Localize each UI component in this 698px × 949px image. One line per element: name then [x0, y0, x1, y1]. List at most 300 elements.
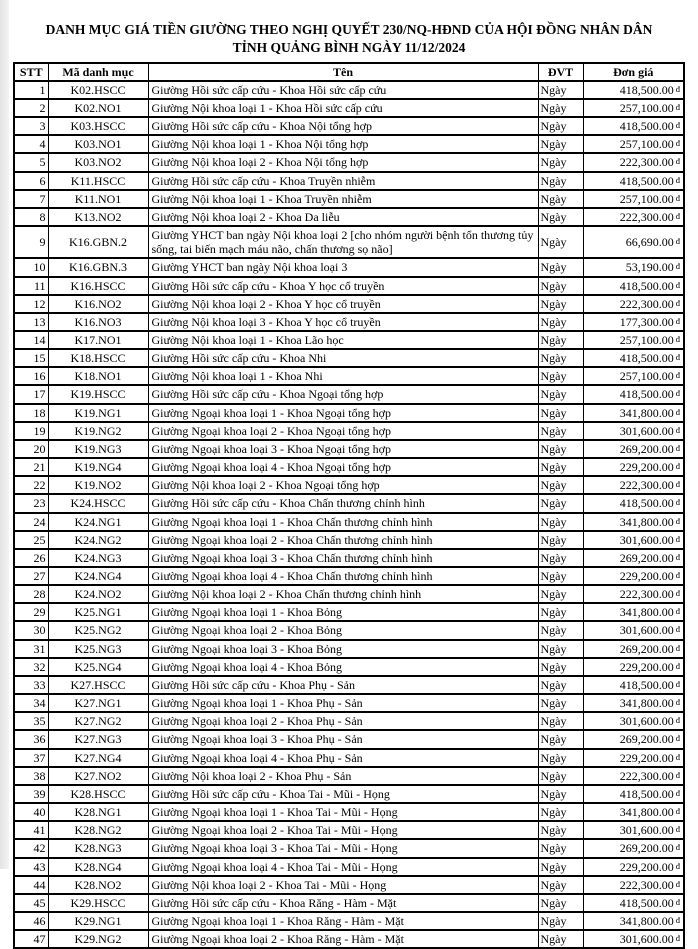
table-row — [14, 513, 684, 531]
table-row — [14, 172, 684, 190]
col-header-name: Tên — [148, 63, 538, 81]
row-name-cell: Giường YHCT ban ngày Nội khoa loại 2 [cho nhóm người bệnh tổn thương tủy sống, tai biến mạch máu não, chấn thương sọ não] — [148, 226, 538, 258]
row-name-cell: Giường Ngoại khoa loại 3 - Khoa Ngoại tổng hợp — [148, 440, 538, 458]
currency-symbol: đ — [675, 83, 680, 94]
price-amount: 341,800.00 — [619, 405, 674, 420]
row-code-cell: K25.NG3 — [48, 640, 148, 658]
currency-symbol: đ — [675, 751, 680, 762]
price-amount: 418,500.00 — [619, 786, 674, 801]
currency-symbol: đ — [675, 315, 680, 326]
row-code-cell: K03.HSCC — [48, 117, 148, 135]
currency-symbol: đ — [675, 842, 680, 853]
currency-symbol: đ — [675, 715, 680, 726]
table-row — [14, 821, 684, 839]
row-code-cell: K03.NO2 — [48, 153, 148, 171]
row-code-cell: K18.HSCC — [48, 349, 148, 367]
row-price-cell — [583, 531, 684, 549]
row-index-cell: 44 — [14, 876, 48, 894]
row-unit-cell: Ngày — [538, 99, 583, 117]
row-index-cell: 6 — [14, 172, 48, 190]
currency-symbol: đ — [675, 678, 680, 689]
col-header-unit: ĐVT — [538, 63, 583, 81]
table-row — [14, 603, 684, 621]
row-unit-cell: Ngày — [538, 767, 583, 785]
row-index-cell: 37 — [14, 749, 48, 767]
price-amount: 301,600.00 — [619, 623, 674, 638]
row-code-cell: K13.NO2 — [48, 208, 148, 226]
price-amount: 301,600.00 — [619, 532, 674, 547]
row-index-cell: 9 — [14, 226, 48, 258]
row-unit-cell: Ngày — [538, 894, 583, 912]
row-name-cell: Giường Ngoại khoa loại 1 - Khoa Ngoại tổng hợp — [148, 404, 538, 422]
row-index-cell: 45 — [14, 894, 48, 912]
table-row — [14, 694, 684, 712]
row-code-cell: K02.HSCC — [48, 81, 148, 99]
table-row — [14, 277, 684, 295]
currency-symbol: đ — [675, 515, 680, 526]
table-row — [14, 621, 684, 639]
table-row — [14, 930, 684, 948]
row-index-cell: 1 — [14, 81, 48, 99]
table-row — [14, 153, 684, 171]
row-index-cell: 11 — [14, 277, 48, 295]
row-unit-cell: Ngày — [538, 295, 583, 313]
row-price-cell — [583, 349, 684, 367]
table-row — [14, 876, 684, 894]
row-price-cell — [583, 930, 684, 948]
row-name-cell: Giường Hồi sức cấp cứu - Khoa Ngoại tổng hợp — [148, 385, 538, 403]
row-name-cell: Giường Ngoại khoa loại 3 - Khoa Chấn thương chỉnh hình — [148, 549, 538, 567]
row-code-cell: K27.HSCC — [48, 676, 148, 694]
row-code-cell: K24.NG1 — [48, 513, 148, 531]
currency-symbol: đ — [675, 297, 680, 308]
table-row — [14, 912, 684, 930]
currency-symbol: đ — [675, 733, 680, 744]
row-unit-cell: Ngày — [538, 821, 583, 839]
row-name-cell: Giường Ngoại khoa loại 4 - Khoa Chấn thương chỉnh hình — [148, 567, 538, 585]
currency-symbol: đ — [675, 642, 680, 653]
row-name-cell: Giường Ngoại khoa loại 3 - Khoa Tai - Mũi - Họng — [148, 839, 538, 857]
row-index-cell: 12 — [14, 295, 48, 313]
row-code-cell: K28.NG3 — [48, 839, 148, 857]
currency-symbol: đ — [675, 156, 680, 167]
row-index-cell: 2 — [14, 99, 48, 117]
row-price-cell — [583, 99, 684, 117]
price-amount: 257,100.00 — [619, 369, 674, 384]
row-name-cell: Giường Ngoại khoa loại 2 - Khoa Tai - Mũi - Họng — [148, 821, 538, 839]
currency-symbol: đ — [675, 388, 680, 399]
row-name-cell: Giường Hồi sức cấp cứu - Khoa Hồi sức cấp cứu — [148, 81, 538, 99]
price-amount: 301,600.00 — [619, 823, 674, 838]
price-amount: 229,200.00 — [619, 859, 674, 874]
row-index-cell: 4 — [14, 135, 48, 153]
row-index-cell: 38 — [14, 767, 48, 785]
row-index-cell: 10 — [14, 258, 48, 276]
price-amount: 269,200.00 — [619, 441, 674, 456]
currency-symbol: đ — [675, 352, 680, 363]
row-code-cell: K25.NG1 — [48, 603, 148, 621]
row-unit-cell: Ngày — [538, 730, 583, 748]
row-name-cell: Giường Hồi sức cấp cứu - Khoa Chấn thương chỉnh hình — [148, 494, 538, 512]
row-price-cell — [583, 277, 684, 295]
row-name-cell: Giường Ngoại khoa loại 4 - Khoa Ngoại tổng hợp — [148, 458, 538, 476]
row-index-cell: 26 — [14, 549, 48, 567]
price-amount: 269,200.00 — [619, 732, 674, 747]
row-name-cell: Giường Hồi sức cấp cứu - Khoa Nhi — [148, 349, 538, 367]
row-price-cell — [583, 694, 684, 712]
row-price-cell — [583, 658, 684, 676]
price-amount: 222,300.00 — [619, 768, 674, 783]
price-amount: 341,800.00 — [619, 514, 674, 529]
row-index-cell: 21 — [14, 458, 48, 476]
price-amount: 301,600.00 — [619, 423, 674, 438]
row-index-cell: 27 — [14, 567, 48, 585]
currency-symbol: đ — [675, 806, 680, 817]
table-row — [14, 585, 684, 603]
row-name-cell: Giường Ngoại khoa loại 2 - Khoa Ngoại tổng hợp — [148, 422, 538, 440]
row-price-cell — [583, 640, 684, 658]
row-index-cell: 22 — [14, 476, 48, 494]
row-code-cell: K28.NG1 — [48, 803, 148, 821]
row-index-cell: 34 — [14, 694, 48, 712]
currency-symbol: đ — [675, 787, 680, 798]
row-unit-cell: Ngày — [538, 930, 583, 948]
currency-symbol: đ — [675, 442, 680, 453]
row-price-cell — [583, 440, 684, 458]
row-index-cell: 3 — [14, 117, 48, 135]
row-code-cell: K19.NG4 — [48, 458, 148, 476]
row-index-cell: 8 — [14, 208, 48, 226]
row-index-cell: 41 — [14, 821, 48, 839]
row-code-cell: K19.NG2 — [48, 422, 148, 440]
row-index-cell: 46 — [14, 912, 48, 930]
row-code-cell: K24.NO2 — [48, 585, 148, 603]
row-name-cell: Giường Ngoại khoa loại 4 - Khoa Tai - Mũi - Họng — [148, 858, 538, 876]
row-index-cell: 29 — [14, 603, 48, 621]
row-price-cell — [583, 172, 684, 190]
row-price-cell — [583, 821, 684, 839]
row-index-cell: 43 — [14, 858, 48, 876]
row-price-cell — [583, 513, 684, 531]
row-unit-cell: Ngày — [538, 876, 583, 894]
row-name-cell: Giường Nội khoa loại 2 - Khoa Da liễu — [148, 208, 538, 226]
table-header-row — [14, 63, 684, 81]
row-index-cell: 32 — [14, 658, 48, 676]
currency-symbol: đ — [675, 424, 680, 435]
table-row — [14, 349, 684, 367]
table-header — [14, 63, 684, 81]
price-amount: 177,300.00 — [619, 314, 674, 329]
table-row — [14, 676, 684, 694]
table-row — [14, 99, 684, 117]
row-unit-cell: Ngày — [538, 912, 583, 930]
row-name-cell: Giường Hồi sức cấp cứu - Khoa Truyền nhiễm — [148, 172, 538, 190]
row-unit-cell: Ngày — [538, 422, 583, 440]
currency-symbol: đ — [675, 769, 680, 780]
row-name-cell: Giường Ngoại khoa loại 4 - Khoa Phụ - Sản — [148, 749, 538, 767]
row-unit-cell: Ngày — [538, 749, 583, 767]
table-row — [14, 531, 684, 549]
row-name-cell: Giường Nội khoa loại 2 - Khoa Nội tổng hợp — [148, 153, 538, 171]
row-code-cell: K27.NG4 — [48, 749, 148, 767]
row-price-cell — [583, 226, 684, 258]
row-name-cell: Giường Hồi sức cấp cứu - Khoa Răng - Hàm - Mặt — [148, 894, 538, 912]
row-name-cell: Giường Nội khoa loại 1 - Khoa Hồi sức cấp cứu — [148, 99, 538, 117]
row-unit-cell: Ngày — [538, 404, 583, 422]
table-row — [14, 785, 684, 803]
row-price-cell — [583, 313, 684, 331]
currency-symbol: đ — [675, 138, 680, 149]
row-price-cell — [583, 549, 684, 567]
row-unit-cell: Ngày — [538, 277, 583, 295]
row-unit-cell: Ngày — [538, 694, 583, 712]
row-unit-cell: Ngày — [538, 153, 583, 171]
table-row — [14, 367, 684, 385]
row-code-cell: K19.NG3 — [48, 440, 148, 458]
currency-symbol: đ — [675, 101, 680, 112]
table-row — [14, 458, 684, 476]
row-price-cell — [583, 258, 684, 276]
row-price-cell — [583, 208, 684, 226]
table-row — [14, 313, 684, 331]
row-index-cell: 39 — [14, 785, 48, 803]
row-unit-cell: Ngày — [538, 858, 583, 876]
row-unit-cell: Ngày — [538, 585, 583, 603]
row-name-cell: Giường Nội khoa loại 2 - Khoa Chấn thương chỉnh hình — [148, 585, 538, 603]
row-name-cell: Giường Hồi sức cấp cứu - Khoa Nội tổng hợp — [148, 117, 538, 135]
row-name-cell: Giường Nội khoa loại 2 - Khoa Ngoại tổng hợp — [148, 476, 538, 494]
row-price-cell — [583, 458, 684, 476]
table-row — [14, 858, 684, 876]
row-index-cell: 17 — [14, 385, 48, 403]
row-code-cell: K27.NG1 — [48, 694, 148, 712]
currency-symbol: đ — [675, 333, 680, 344]
row-code-cell: K16.HSCC — [48, 277, 148, 295]
row-name-cell: Giường Ngoại khoa loại 1 - Khoa Răng - Hàm - Mặt — [148, 912, 538, 930]
table-row — [14, 422, 684, 440]
row-price-cell — [583, 422, 684, 440]
row-price-cell — [583, 621, 684, 639]
table-row — [14, 208, 684, 226]
table-row — [14, 190, 684, 208]
row-index-cell: 42 — [14, 839, 48, 857]
row-code-cell: K02.NO1 — [48, 99, 148, 117]
row-name-cell: Giường Hồi sức cấp cứu - Khoa Phụ - Sản — [148, 676, 538, 694]
col-header-price: Đơn giá — [583, 63, 684, 81]
row-unit-cell: Ngày — [538, 367, 583, 385]
price-amount: 301,600.00 — [619, 932, 674, 947]
row-code-cell: K24.NG3 — [48, 549, 148, 567]
row-price-cell — [583, 81, 684, 99]
currency-symbol: đ — [675, 860, 680, 871]
price-amount: 66,690.00 — [625, 235, 674, 250]
price-amount: 222,300.00 — [619, 155, 674, 170]
row-name-cell: Giường Ngoại khoa loại 3 - Khoa Phụ - Sản — [148, 730, 538, 748]
price-amount: 418,500.00 — [619, 895, 674, 910]
row-name-cell: Giường Nội khoa loại 2 - Khoa Phụ - Sản — [148, 767, 538, 785]
price-amount: 341,800.00 — [619, 605, 674, 620]
row-code-cell: K19.HSCC — [48, 385, 148, 403]
row-code-cell: K03.NO1 — [48, 135, 148, 153]
currency-symbol: đ — [675, 570, 680, 580]
table-row — [14, 295, 684, 313]
row-name-cell: Giường Ngoại khoa loại 1 - Khoa Tai - Mũi - Họng — [148, 803, 538, 821]
price-amount: 229,200.00 — [619, 460, 674, 475]
price-amount: 269,200.00 — [619, 641, 674, 656]
currency-symbol: đ — [675, 878, 680, 889]
document-title-line2: TỈNH QUẢNG BÌNH NGÀY 11/12/2024 — [232, 39, 466, 55]
row-price-cell — [583, 730, 684, 748]
row-unit-cell: Ngày — [538, 640, 583, 658]
row-code-cell: K27.NO2 — [48, 767, 148, 785]
table-row — [14, 494, 684, 512]
row-unit-cell: Ngày — [538, 81, 583, 99]
table-row — [14, 476, 684, 494]
currency-symbol: đ — [675, 914, 680, 925]
price-table-body — [14, 81, 684, 949]
row-price-cell — [583, 858, 684, 876]
price-amount: 257,100.00 — [619, 191, 674, 206]
currency-symbol: đ — [675, 120, 680, 131]
row-index-cell: 30 — [14, 621, 48, 639]
row-price-cell — [583, 331, 684, 349]
row-unit-cell: Ngày — [538, 172, 583, 190]
price-amount: 222,300.00 — [619, 296, 674, 311]
row-name-cell: Giường Nội khoa loại 2 - Khoa Y học cổ truyền — [148, 295, 538, 313]
row-name-cell: Giường Ngoại khoa loại 1 - Khoa Chấn thương chỉnh hình — [148, 513, 538, 531]
row-index-cell: 31 — [14, 640, 48, 658]
row-code-cell: K11.NO1 — [48, 190, 148, 208]
price-amount: 269,200.00 — [619, 550, 674, 565]
currency-symbol: đ — [675, 824, 680, 835]
price-amount: 53,190.00 — [625, 260, 674, 275]
row-name-cell: Giường Hồi sức cấp cứu - Khoa Y học cổ truyền — [148, 277, 538, 295]
scan-edge-shadow — [0, 0, 9, 869]
currency-symbol: đ — [675, 461, 680, 472]
document-title — [24, 0, 674, 57]
table-row — [14, 712, 684, 730]
table-row — [14, 404, 684, 422]
price-amount: 229,200.00 — [619, 750, 674, 765]
row-unit-cell: Ngày — [538, 658, 583, 676]
currency-symbol: đ — [675, 624, 680, 635]
row-unit-cell: Ngày — [538, 513, 583, 531]
row-price-cell — [583, 585, 684, 603]
row-price-cell — [583, 712, 684, 730]
row-index-cell: 7 — [14, 190, 48, 208]
row-code-cell: K19.NG1 — [48, 404, 148, 422]
currency-symbol: đ — [675, 192, 680, 203]
price-amount: 222,300.00 — [619, 478, 674, 493]
price-amount: 418,500.00 — [619, 387, 674, 402]
table-row — [14, 258, 684, 276]
row-price-cell — [583, 876, 684, 894]
currency-symbol: đ — [675, 660, 680, 671]
row-unit-cell: Ngày — [538, 531, 583, 549]
document-title-line1: DANH MỤC GIÁ TIỀN GIƯỜNG THEO NGHỊ QUYẾT 230/NQ-HĐND CỦA HỘI ĐỒNG NHÂN DÂN — [45, 22, 653, 37]
table-row — [14, 135, 684, 153]
row-unit-cell: Ngày — [538, 313, 583, 331]
price-amount: 257,100.00 — [619, 332, 674, 347]
row-price-cell — [583, 476, 684, 494]
row-index-cell: 35 — [14, 712, 48, 730]
row-index-cell: 14 — [14, 331, 48, 349]
row-unit-cell: Ngày — [538, 208, 583, 226]
table-row — [14, 894, 684, 912]
col-header-stt: STT — [14, 63, 48, 81]
row-index-cell: 40 — [14, 803, 48, 821]
row-unit-cell: Ngày — [538, 458, 583, 476]
row-index-cell: 15 — [14, 349, 48, 367]
row-price-cell — [583, 567, 684, 585]
table-row — [14, 640, 684, 658]
price-amount: 222,300.00 — [619, 587, 674, 602]
row-code-cell: K16.NO2 — [48, 295, 148, 313]
table-row — [14, 385, 684, 403]
currency-symbol: đ — [675, 479, 680, 490]
row-code-cell: K24.HSCC — [48, 494, 148, 512]
row-name-cell: Giường Nội khoa loại 3 - Khoa Y học cổ truyền — [148, 313, 538, 331]
row-name-cell: Giường YHCT ban ngày Nội khoa loại 3 — [148, 258, 538, 276]
row-index-cell: 24 — [14, 513, 48, 531]
price-amount: 257,100.00 — [619, 100, 674, 115]
currency-symbol: đ — [675, 236, 680, 247]
row-index-cell: 33 — [14, 676, 48, 694]
table-row — [14, 567, 684, 585]
row-unit-cell: Ngày — [538, 440, 583, 458]
row-index-cell: 23 — [14, 494, 48, 512]
row-price-cell — [583, 839, 684, 857]
row-name-cell: Giường Ngoại khoa loại 1 - Khoa Phụ - Sản — [148, 694, 538, 712]
row-price-cell — [583, 803, 684, 821]
row-code-cell: K28.NG2 — [48, 821, 148, 839]
row-name-cell: Giường Ngoại khoa loại 1 - Khoa Bỏng — [148, 603, 538, 621]
row-price-cell — [583, 912, 684, 930]
row-index-cell: 47 — [14, 930, 48, 948]
table-row — [14, 226, 684, 258]
table-row — [14, 839, 684, 857]
row-unit-cell: Ngày — [538, 603, 583, 621]
row-index-cell: 13 — [14, 313, 48, 331]
currency-symbol: đ — [675, 533, 680, 544]
row-index-cell: 16 — [14, 367, 48, 385]
row-name-cell: Giường Ngoại khoa loại 3 - Khoa Bỏng — [148, 640, 538, 658]
row-unit-cell: Ngày — [538, 839, 583, 857]
table-row — [14, 658, 684, 676]
row-index-cell: 28 — [14, 585, 48, 603]
row-price-cell — [583, 894, 684, 912]
table-row — [14, 81, 684, 99]
price-amount: 341,800.00 — [619, 696, 674, 711]
row-unit-cell: Ngày — [538, 621, 583, 639]
row-code-cell: K29.NG1 — [48, 912, 148, 930]
row-unit-cell: Ngày — [538, 494, 583, 512]
row-price-cell — [583, 767, 684, 785]
currency-symbol: đ — [675, 406, 680, 417]
row-price-cell — [583, 295, 684, 313]
currency-symbol: đ — [675, 606, 680, 617]
price-amount: 418,500.00 — [619, 677, 674, 692]
currency-symbol: đ — [675, 933, 680, 944]
row-price-cell — [583, 190, 684, 208]
row-price-cell — [583, 153, 684, 171]
price-amount: 418,500.00 — [619, 173, 674, 188]
table-row — [14, 549, 684, 567]
price-amount: 341,800.00 — [619, 913, 674, 928]
row-code-cell: K16.GBN.3 — [48, 258, 148, 276]
price-amount: 418,500.00 — [619, 119, 674, 134]
row-unit-cell: Ngày — [538, 117, 583, 135]
